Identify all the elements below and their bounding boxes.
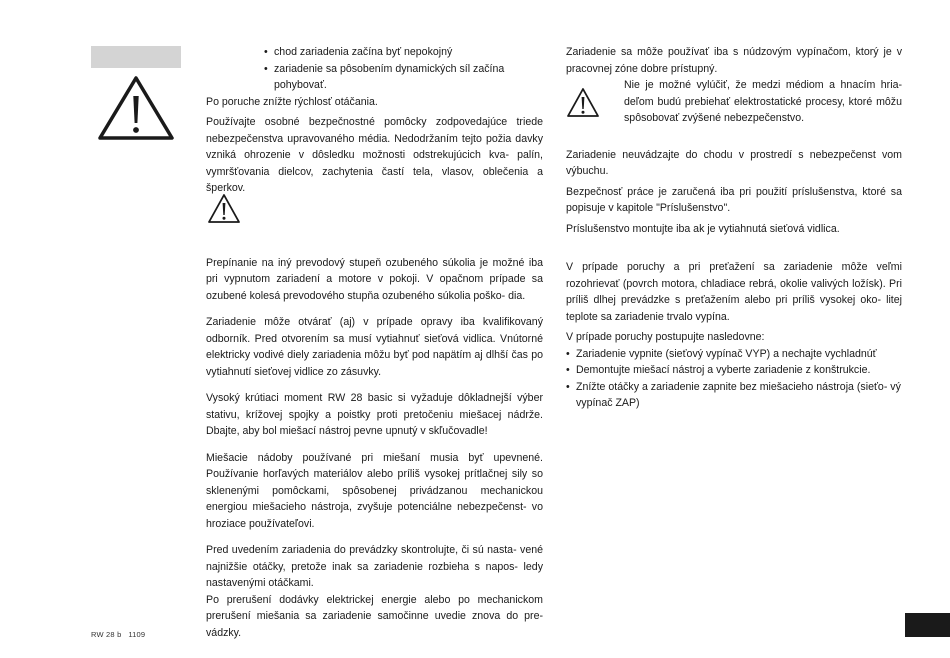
paragraph-gear-change: Prepínanie na iný prevodový stupeň ozubeného súkolia je možné iba pri vypnutom zariadení a motore v pokoji. V opačnom prípade sa ozubené kolesá prevodového stupňa ozubeného súkolia poško- dia. bbox=[206, 256, 543, 302]
list-item: • Demontujte miešací nástroj a vyberte zariadenie z konštrukcie. bbox=[566, 362, 902, 379]
paragraph-explosive-environment: Zariadenie neuvádzajte do chodu v prostredí s nebezpečenst vom výbuchu. bbox=[566, 148, 902, 177]
section-header-box bbox=[91, 46, 181, 68]
list-item: • zariadenie sa pôsobením dynamických síl začína pohybovať. bbox=[264, 61, 543, 94]
footer-model: RW 28 b bbox=[91, 630, 122, 639]
left-column bbox=[206, 44, 543, 641]
paragraph-protective-equipment: Používajte osobné bezpečnostné pomôcky zodpovedajúce triede nebezpečenstva upravovaného média. Nedodržaním tejto požia davky vzniká ohrozenie v dôsledku možnosti odstrekujúcich kva- palín, vymršťovania dielcov, zachytenia častí tela, vlasov, oblečenia a šperkov. bbox=[206, 116, 543, 194]
warning-note-electrostatic: Nie je možné vylúčiť, že medzi médiom a hnacím hria- deľom budú prebiehať elektrostatické procesy, ktoré môžu spôsobovať zvýšené nebezpečenstvo. bbox=[624, 79, 902, 124]
footer-code: 1109 bbox=[128, 630, 146, 639]
page-tab-marker bbox=[905, 613, 950, 637]
paragraph-overheating: V prípade poruchy a pri preťažení sa zariadenie môže veľmi rozohrievať (povrch motora, chladiace rebrá, okolie valivých ložísk). Pri príliš dlhej prevádzke s preťažením alebo pri príliš vysokej oko- litej teplote sa zariadenie trvalo vypína. bbox=[566, 261, 902, 323]
paragraph-opening-device: Zariadenie môže otvárať (aj) v prípade opravy iba kvalifikovaný odborník. Pred otvorením sa musí vytiahnuť sieťová vidlica. Vnútorné elektricky vodivé diely zariadenia môžu byť pod napätím aj dlhší čas po vytiahnutí sieťovej vidlice zo zásuvky. bbox=[206, 316, 543, 378]
paragraph-emergency-switch: Zariadenie sa môže používať iba s núdzovým vypínačom, ktorý je v pracovnej zóne dobre prístupný. bbox=[566, 46, 902, 75]
paragraph-torque: Vysoký krútiaci moment RW 28 basic si vyžaduje dôkladnejší výber stativu, krížovej spojky a poistky proti pretočeniu miešacej nádrže. Dbajte, aby bol miešací nástroj pevne upnutý v skľučovadle! bbox=[206, 392, 543, 437]
list-item: • Znížte otáčky a zariadenie zapnite bez miešacieho nástroja (sieťo- vý vypínač ZAP) bbox=[566, 379, 902, 412]
paragraph-vessels: Miešacie nádoby používané pri miešaní musia byť upevnené. Používanie horľavých materiálov alebo príliš vysokej prítlačnej sily so sklenenými pomôckami, spôsobenej privádzanou mechanickou energiou miešacieho nástroja, zvyšuje potenciálne nebezpečenst- vo hroziace používateľovi. bbox=[206, 451, 543, 530]
page-footer bbox=[91, 630, 145, 639]
paragraph-reduce-speed: Po poruche znížte rýchlosť otáčania. bbox=[206, 95, 378, 108]
right-column bbox=[566, 44, 902, 412]
paragraph-fault-procedure: V prípade poruchy postupujte nasledovne: bbox=[566, 331, 765, 343]
paragraph-power-interruption: Po prerušení dodávky elektrickej energie alebo po mechanickom prerušení miešania sa zariadenie samočinne uvedie znova do pre- vádzky. bbox=[206, 593, 543, 639]
fault-steps-list bbox=[566, 346, 902, 412]
paragraph-accessories-mount: Príslušenstvo montujte iba ak je vytiahnutá sieťová vidlica. bbox=[566, 222, 840, 235]
warning-triangle-icon bbox=[96, 74, 176, 142]
paragraph-startup-check: Pred uvedením zariadenia do prevádzky skontrolujte, či sú nasta- vené najnižšie otáčky, pretože inak sa zariadenie rozbieha s napos- ledy nastavenými otáčkami. bbox=[206, 544, 543, 589]
condition-list bbox=[264, 44, 543, 94]
list-item: • Zariadenie vypnite (sieťový vypínač VYP) a nechajte vychladnúť bbox=[566, 346, 902, 363]
paragraph-accessories-safety: Bezpečnosť práce je zaručená iba pri použití príslušenstva, ktoré sa popisuje v kapitole "Príslušenstvo". bbox=[566, 185, 902, 214]
list-item: • chod zariadenia začína byť nepokojný bbox=[264, 44, 543, 61]
